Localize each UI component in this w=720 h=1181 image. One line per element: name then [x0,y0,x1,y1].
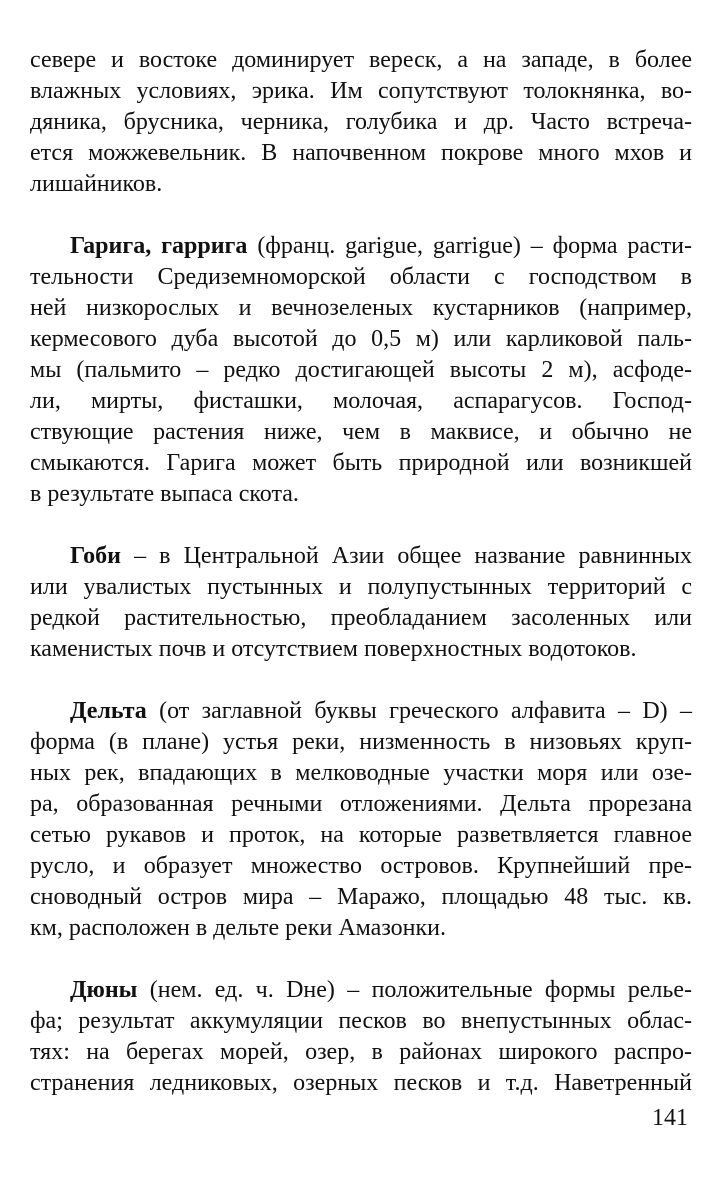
text-line: в результате выпаса скота. [30,481,299,507]
entry-first-line [30,696,692,727]
text-line: редкой растительностью, преобладанием засоленных или [30,605,692,631]
entry-term: Дюны [70,977,138,1003]
entry-text: – в Центральной Азии общее название равнинных [121,543,692,569]
text-line: фа; результат аккумуляции песков во внепустынных облас- [30,1008,692,1034]
text-line: ствующие растения ниже, чем в маквисе, и обычно не [30,419,692,445]
text-line: смыкаются. Гарига может быть природной или возникшей [30,450,692,476]
text-line: каменистых почв и отсутствием поверхностных водотоков. [30,636,637,662]
entry-garriga [30,231,692,510]
text-line: сетью рукавов и проток, на которые разветвляется главное [30,822,692,848]
text-line: форма (в плане) устья реки, низменность в низовьях круп- [30,729,692,755]
entry-first-line [30,541,692,572]
entry-term: Гоби [70,543,121,569]
text-line: тельности Средиземноморской области с господством в [30,264,692,290]
text-line: ных рек, впадающих в мелководные участки моря или озе- [30,760,692,786]
text-line: русло, и образует множество островов. Крупнейший пре- [30,853,692,879]
entry-text: (франц. garigue, garrigue) – форма расти- [247,233,692,259]
text-line: или увалистых пустынных и полупустынных территорий с [30,574,692,600]
entry-text: (от заглавной буквы греческого алфавита – D) – [146,698,692,724]
entry-dunes [30,975,692,1099]
text-line: лишайников. [30,171,163,197]
entry-text: (нем. ед. ч. Dнe) – положительные формы релье- [137,977,692,1003]
text-line: ется можжевельник. В напочвенном покрове много мхов и [30,140,692,166]
text-line: странения ледниковых, озерных песков и т.д. Наветренный [30,1070,692,1096]
text-line: севере и востоке доминирует вереск, а на западе, в более [30,47,692,73]
paragraph-continuation [30,45,692,200]
entry-first-line [30,975,692,1006]
text-line: мы (пальмито – редко достигающей высоты 2 м), асфоде- [30,357,692,383]
entry-term: Гарига, гаррига [70,233,248,259]
text-line: ней низкорослых и вечнозеленых кустарников (например, [30,295,692,321]
page-number: 141 [652,1105,688,1131]
entry-first-line [30,231,692,262]
entry-term: Дельта [70,698,147,724]
text-line: влажных условиях, эрика. Им сопутствуют толокнянка, во- [30,78,692,104]
text-line: тях: на берегах морей, озер, в районах широкого распро- [30,1039,692,1065]
text-line: ли, мирты, фисташки, молочая, аспарагусов. Господ- [30,388,692,414]
text-line: кермесового дуба высотой до 0,5 м) или карликовой паль- [30,326,692,352]
text-line: км, расположен в дельте реки Амазонки. [30,915,447,941]
text-line: дяника, брусника, черника, голубика и др. Часто встреча- [30,109,692,135]
text-line: ра, образованная речными отложениями. Дельта прорезана [30,791,692,817]
entry-gobi [30,541,692,665]
text-line: сноводный остров мира – Маражо, площадью 48 тыс. кв. [30,884,692,910]
entry-delta [30,696,692,944]
